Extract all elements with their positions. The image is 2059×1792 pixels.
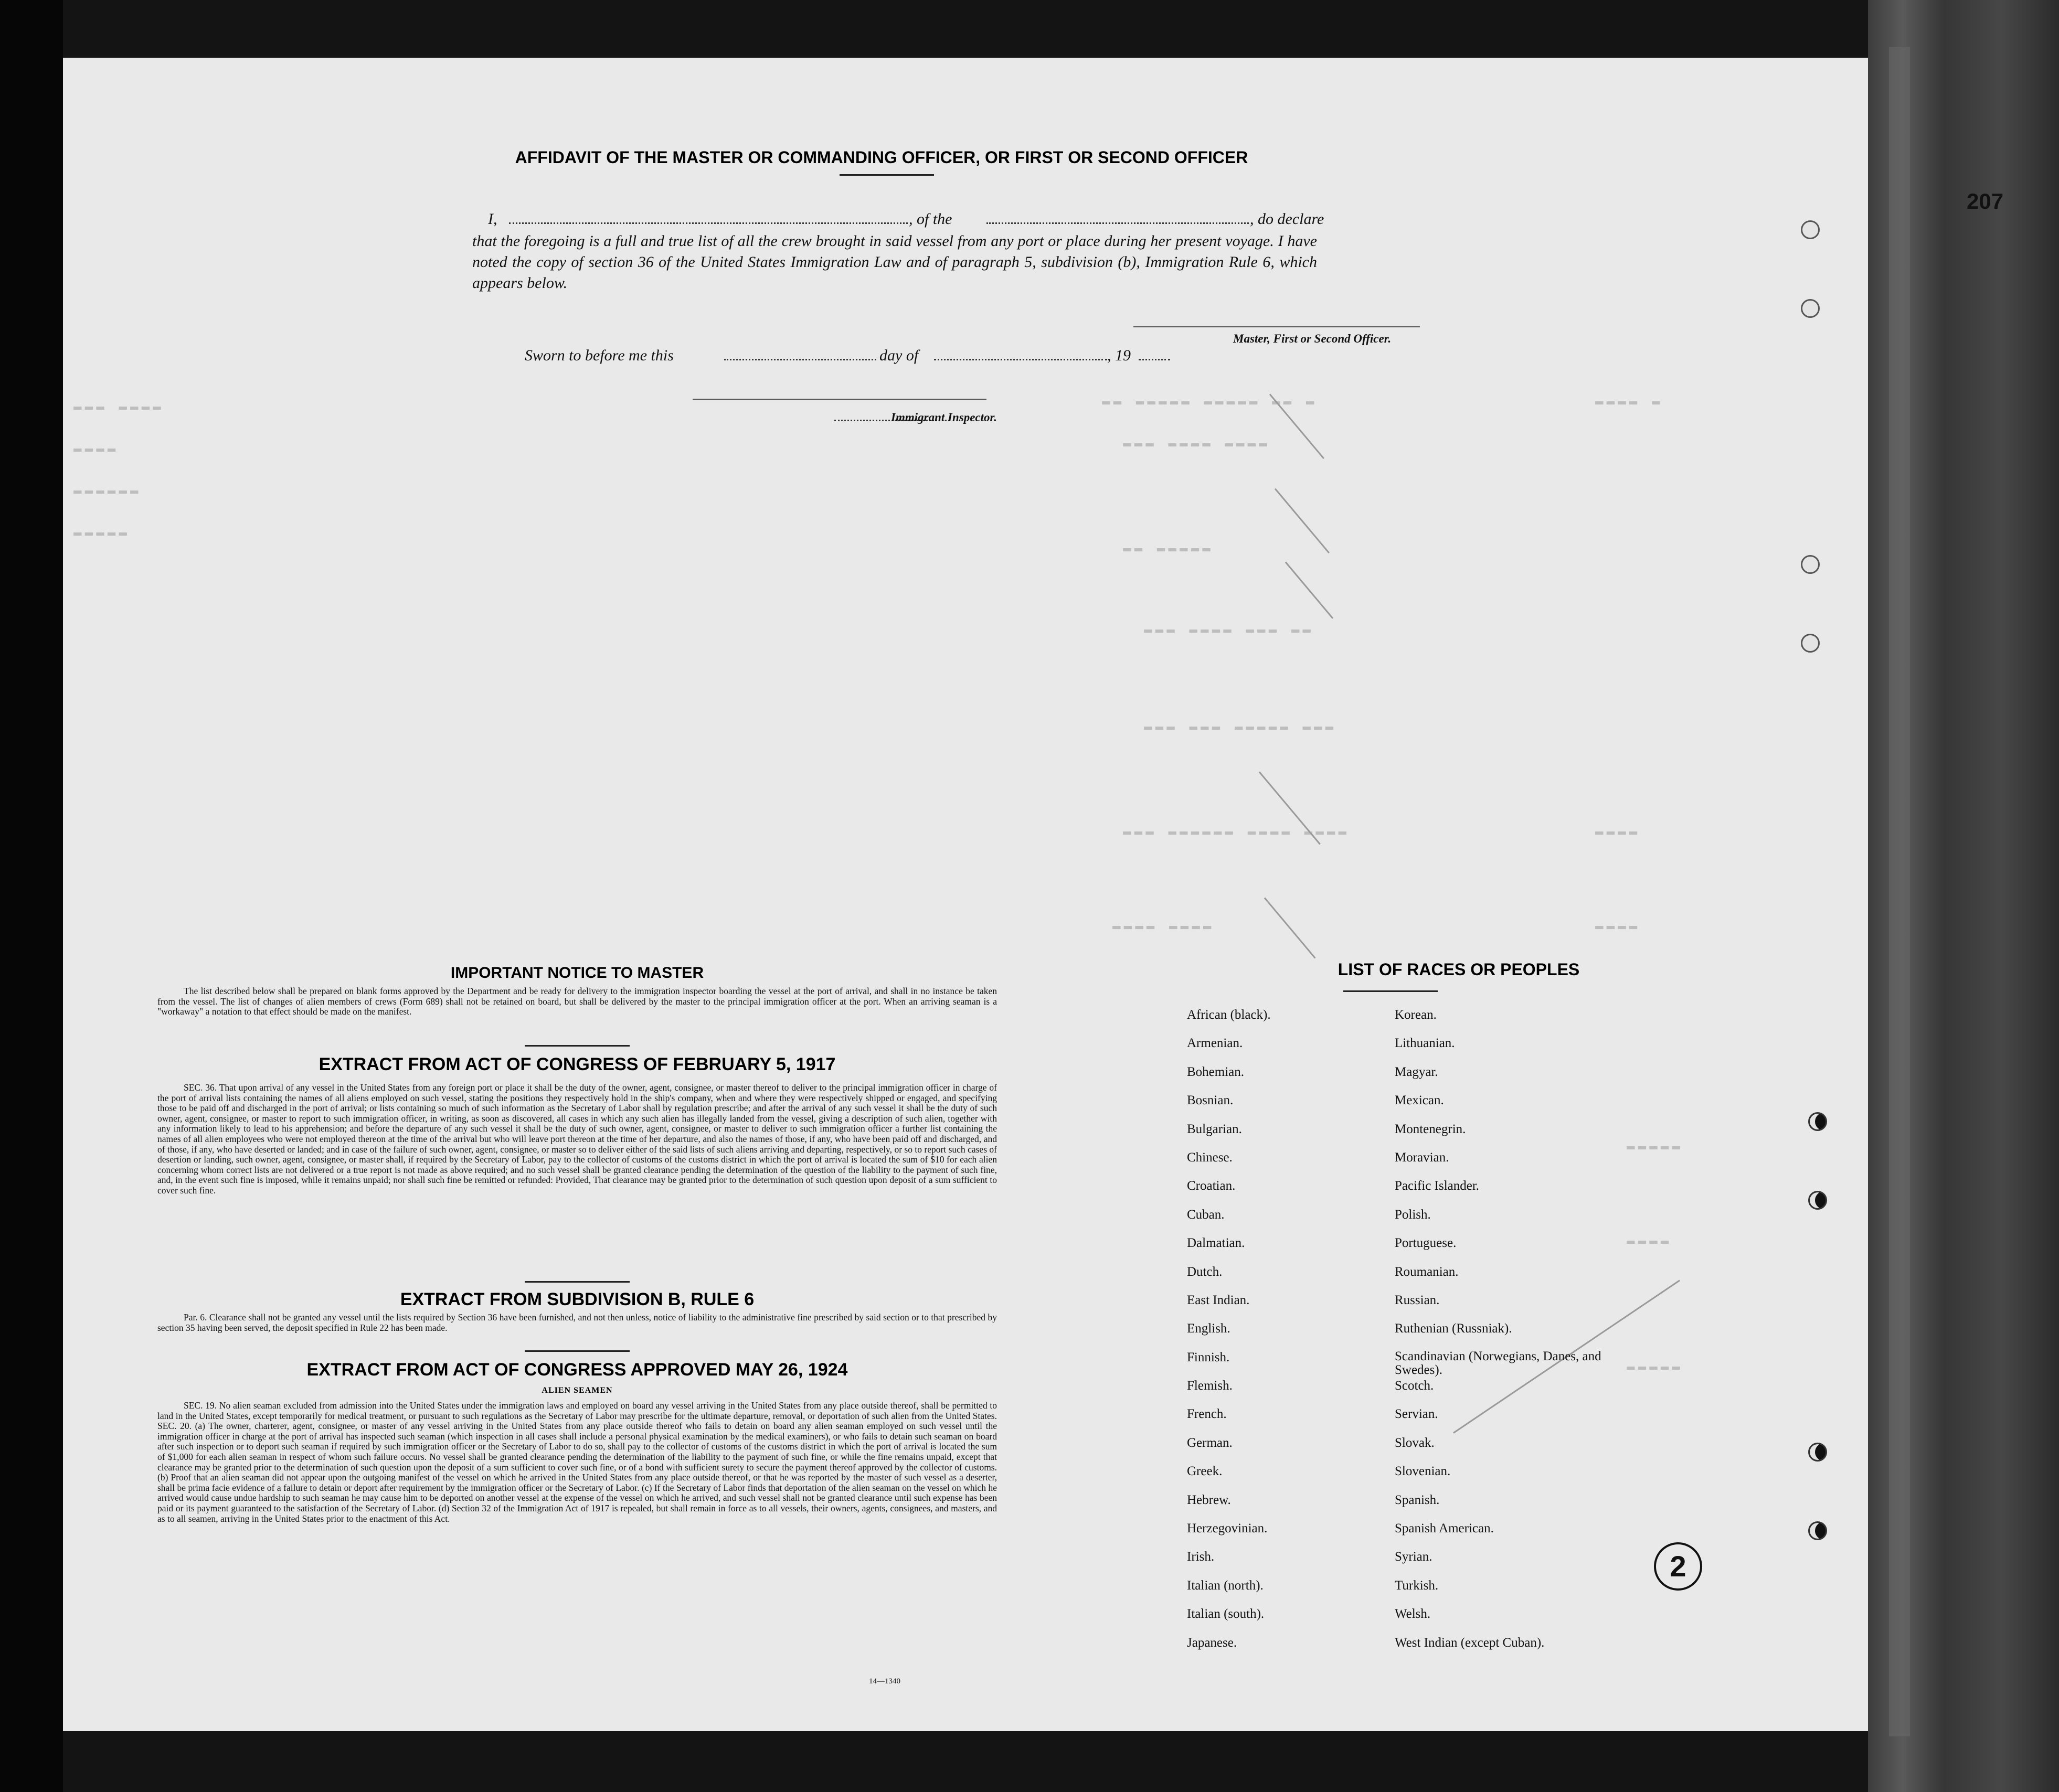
race-item: West Indian (except Cuban). [1395,1635,1545,1650]
race-item: Spanish. [1395,1492,1440,1507]
affidavit-of-the: , of the [909,210,952,228]
race-item: Welsh. [1395,1607,1431,1622]
heading-rule [840,174,934,176]
sworn-month-field[interactable] [934,359,1107,360]
punch-hole-icon [1808,1191,1827,1210]
race-item: German. [1187,1435,1233,1450]
race-item: Dutch. [1187,1264,1223,1279]
punch-hole-icon [1801,555,1820,574]
race-item: Portuguese. [1395,1236,1457,1251]
race-item: Roumanian. [1395,1264,1459,1279]
punch-hole-icon [1808,1112,1827,1131]
sworn-date-day-field[interactable] [724,359,876,360]
race-item: Slovak. [1395,1435,1435,1450]
section-rule [525,1281,630,1283]
races-heading-rule [1343,990,1438,992]
section-rule [525,1045,630,1047]
extract-rule6-text: Par. 6. Clearance shall not be granted any vessel until the lists required by Section 36 have been furnished, and not then unless, notice of liability to the administrative fine prescribed by said section or to that prescribed by section 35 having been served, the deposit specified in Rule 22 has been made. [157,1312,997,1333]
declarant-name-field[interactable] [509,222,908,224]
race-item: English. [1187,1321,1230,1336]
extract-1924-heading: EXTRACT FROM ACT OF CONGRESS APPROVED MAY 26, 1924 [306,1360,848,1380]
affidavit-heading: AFFIDAVIT OF THE MASTER OR COMMANDING OFFICER, OR FIRST OR SECOND OFFICER [515,148,1248,167]
race-item: Russian. [1395,1293,1440,1307]
race-item: Bohemian. [1187,1064,1245,1079]
race-item: Korean. [1395,1008,1437,1022]
race-item: Ruthenian (Russniak). [1395,1321,1512,1336]
race-item: Hebrew. [1187,1492,1231,1507]
race-item: Chinese. [1187,1150,1233,1165]
race-item: Finnish. [1187,1350,1230,1364]
punch-hole-icon [1808,1443,1827,1462]
sworn-year: , 19 [1107,347,1131,364]
race-item: Syrian. [1395,1550,1432,1564]
race-item: Spanish American. [1395,1521,1494,1536]
race-item: Cuban. [1187,1207,1225,1222]
extract-1917-text: SEC. 36. That upon arrival of any vessel in the United States from any foreign port or place it shall be the duty of the owner, agent, consignee, or master thereof to deliver to the principal immigration officer in charge of the port of arrival lists containing the names of all aliens employed on such vessel, stating the positions they respectively hold in the ship's company, when and where they were respectively shipped or engaged, and specifying those to be paid off and discharged in the port of arrival; or lists containing so much of such information as the Secretary of Labor shall by regulation prescribe; and after the arrival of any such vessel it shall be the duty of such owner, agent, consignee, or master to report to such immigration officer, in writing, as soon as discovered, all cases in which any such alien has illegally landed from the vessel, giving a description of such alien, together with any information likely to lead to his apprehension; and before the departure of any such vessel it shall be the duty of such owner, agent, consignee, or master to deliver to such immigration officer a further list containing the names of all alien employees who were not employed thereon at the time of the arrival but who will leave port thereon at the time of her departure, and also the names of those, if any, who have been paid off and discharged, and of those, if any, who have deserted or landed; and in case of the failure of such owner, agent, consignee, or master so to deliver either of the said lists of such aliens arriving and departing, respectively, or so to report such cases of desertion or landing, such owner, agent, consignee, or master shall, if required by the Secretary of Labor, pay to the collector of customs of the customs district in which the port of arrival is located the sum of $10 for each alien concerning whom correct lists are not delivered or a true report is not made as above required; and no such vessel shall be granted clearance pending the determination of the question of the liability to the payment of such fine, and, in the event such fine is imposed, while it remains unpaid; nor shall such fine be remitted or refunded: Provided, That clearance may be granted prior to the determination of such question upon deposit of a sum sufficient to cover such fine. [157,1082,997,1196]
notice-text: The list described below shall be prepared on blank forms approved by the Department and be ready for delivery to the immigration inspector boarding the vessel at the port of arrival, and shall in no instance be taken from the vessel. The list of changes of alien members of crews (Form 689) shall not be retained on board, but shall be delivered by the master to the principal immigration officer at the port. When an arriving seaman is a "workaway" a notation to that effect should be made on the manifest. [157,986,997,1017]
race-item: Polish. [1395,1207,1431,1222]
extract-1924-text: SEC. 19. No alien seaman excluded from admission into the United States under the immigration laws and employed on board any vessel arriving in the United States from any place outside thereof, shall be permitted to land in the United States, except temporarily for medical treatment, or pursuant to such regulations as the Secretary of Labor may prescribe for the ultimate departure, removal, or deportation of such alien from the United States. SEC. 20. (a) The owner, charterer, agent, consignee, or master of any vessel arriving in the United States from any place outside thereof who fails to detain on board any alien seaman employed on such vessel until the immigration officer in charge at the port of arrival has inspected such seaman (which inspection in all cases shall include a personal physical examination by the medical examiners), or who fails to detain such seaman on board after such inspection or to deport such seaman if required by such immigration officer or the Secretary of Labor to do so, shall pay to the collector of customs of the customs district in which the port of arrival is located the sum of $1,000 for each alien seaman in respect of whom such failure occurs. No vessel shall be granted clearance pending the determination of the liability to the payment of such fine, or while the fine remains unpaid, except that clearance may be granted prior to the determination of such question upon the deposit of a sum sufficient to cover such fine, or of a bond with sufficient surety to secure the payment thereof approved by the collector of customs. (b) Proof that an alien seaman did not appear upon the outgoing manifest of the vessel on which he arrived in the United States from any place outside thereof, or that he was reported by the master of such vessel as a deserter, shall be prima facie evidence of a failure to detain or deport after requirement by the immigration officer or the Secretary of Labor. (c) If the Secretary of Labor finds that deportation of the alien seaman on the vessel on which he arrived would cause undue hardship to such seaman he may cause him to be deported on another vessel at the expense of the vessel on which he arrived, and such vessel shall not be granted clearance until such expense has been paid or its payment guaranteed to the satisfaction of the Secretary of Labor. (d) Section 32 of the Immigration Act of 1917 is repealed, but shall remain in force as to all vessels, their owners, agents, consignees, and masters, and as to all seamen, arriving in the United States prior to the enactment of this Act. [157,1400,997,1524]
races-right-column [1395,1007,1615,1663]
race-item: Scotch. [1395,1379,1434,1393]
race-item: Greek. [1187,1464,1223,1479]
race-item: Bulgarian. [1187,1122,1242,1136]
race-item: Italian (north). [1187,1578,1264,1593]
race-item: East Indian. [1187,1293,1250,1307]
extract-rule6-heading: EXTRACT FROM SUBDIVISION B, RULE 6 [400,1289,755,1309]
scan-background-left [0,0,63,1792]
handwritten-circled-number: 2 [1654,1542,1702,1591]
race-item: Herzegovinian. [1187,1521,1268,1536]
race-item: Dalmatian. [1187,1236,1245,1251]
page-edge-highlight [1889,47,1910,1736]
race-item: Lithuanian. [1395,1036,1455,1051]
affidavit-do-declare: , do declare [1250,210,1324,228]
inspector-signature-line[interactable] [693,399,986,400]
sworn-prefix: Sworn to before me this [525,347,674,364]
race-item: Flemish. [1187,1379,1233,1393]
extract-1924-subheading: ALIEN SEAMEN [542,1386,613,1395]
page-corner-number: 207 [1967,189,2004,214]
signature-line[interactable] [1133,326,1420,327]
punch-hole-icon [1801,299,1820,318]
race-item: Pacific Islander. [1395,1179,1480,1193]
sworn-year-field[interactable] [1139,359,1170,360]
section-rule [525,1350,630,1352]
race-item: Magyar. [1395,1064,1438,1079]
race-item: African (black). [1187,1008,1271,1022]
race-item: Irish. [1187,1550,1215,1564]
race-item: Bosnian. [1187,1093,1234,1108]
race-item: Armenian. [1187,1036,1243,1051]
race-item: Montenegrin. [1395,1122,1466,1136]
signature-caption: Master, First or Second Officer. [1233,332,1392,345]
extract-1917-heading: EXTRACT FROM ACT OF CONGRESS OF FEBRUARY 5, 1917 [319,1054,836,1074]
affidavit-body: that the foregoing is a full and true list of all the crew brought in said vessel from any port or place during her present voyage. I have noted the copy of section 36 of the United States Immigration Law and of paragraph 5, subdivision (b), Immigration Rule 6, which appears below. [472,232,1317,292]
race-item: French. [1187,1407,1227,1422]
race-item: Slovenian. [1395,1464,1451,1479]
race-item: Servian. [1395,1407,1438,1422]
manifest-page: ▬▬▬ ▬▬▬▬ ▬▬▬▬ ▬▬▬▬▬▬ ▬▬▬▬▬ ▬▬ ▬▬▬▬▬ ▬▬▬▬▬ ▬▬ ▬ ▬▬▬ ▬▬▬▬ ▬▬▬▬ ▬▬ ▬▬▬▬▬ ▬▬▬ ▬▬▬▬ ▬▬▬ ▬▬ ▬▬▬ ▬▬▬ ▬▬▬▬▬ ▬▬▬ ▬▬▬ ▬▬▬▬▬▬ ▬▬▬▬ ▬▬▬▬ ▬▬▬▬ ▬▬▬▬ ▬▬▬▬ ▬ ▬▬▬▬ ▬▬▬▬ ▬▬▬▬▬ ▬▬▬▬ ▬▬▬▬▬ AFFIDAVIT OF THE MASTER OR COMMANDING OFFICER, OR FIRST OR SECOND OFFICER I, , of the , do declare that the foregoing is a full and true list of all the crew brought in said vessel from any port or place during her present voyage. I have noted the copy of section 36 of the United States Immigration Law and of paragraph 5, subdivision (b), Immigration Rule 6, which appears below. Master, First or Second Officer. Sworn to before me this day of , 19 Immigrant Inspector. IMPORTANT NOTICE TO MASTER The list described below shall be prepared on blank forms approved by the Department and be ready for delivery to the immigration inspector boarding the vessel at the port of arrival, and shall in no instance be taken from the vessel. The list of changes of alien members of crews (Form 689) shall not be retained on board, but shall be delivered by the master to the principal immigration officer at the port. When an arriving seaman is a "workaway" a notation to that effect should be made on the manifest. EXTRACT FROM ACT OF CONGRESS OF FEBRUARY 5, 1917 SEC. 36. That upon arrival of any vessel in the United States from any foreign port or place it shall be the duty of the owner, agent, consignee, or master thereof to deliver to the principal immigration officer in charge of the port of arrival lists containing the names of all aliens employed on such vessel, stating the positions they respectively hold in the ship's company, when and where they were respectively shipped or engaged, and specifying those to be paid off and discharged in the port of arrival; or lists containing so much of such information as the Secretary of Labor shall by regulation prescribe; and after the arrival of any such vessel it shall be the duty of such owner, agent, consignee, or master to report to such immigration officer, in writing, as soon as discovered, all cases in which any such alien has illegally landed from the vessel, giving a description of such alien, together with any information likely to lead to his apprehension; and before the departure of any such vessel it shall be the duty of such owner, agent, consignee, or master to deliver to such immigration officer a further list containing the names of all alien employees who were not employed thereon at the time of the arrival but who will leave port thereon at the time of her departure, and also the names of those, if any, who have been paid off and discharged, and of those, if any, who have deserted or landed; and in case of the failure of such owner, agent, consignee, or master so to deliver either of the said lists of such aliens arriving and departing, respectively, or so to report such cases of desertion or landing, such owner, agent, consignee, or master shall, if required by the Secretary of Labor, pay to the collector of customs of the customs district in which the port of arrival is located the sum of $10 for each alien concerning whom correct lists are not delivered or a true report is not made as above required; and no such vessel shall be granted clearance pending the determination of the question of the liability to the payment of such fine, and, in the event such fine is imposed, while it remains unpaid; nor shall such fine be remitted or refunded: Provided, That clearance may be granted prior to the determination of such question upon deposit of a sum sufficient to cover such fine. EXTRACT FROM SUBDIVISION B, RULE 6 Par. 6. Clearance shall not be granted any vessel until the lists required by Section 36 have been furnished, and not then unless, notice of liability to the administrative fine prescribed by said section or to that prescribed by section 35 having been served, the deposit specified in Rule 22 has been made. EXTRACT FROM ACT OF CONGRESS APPROVED MAY 26, 1924 ALIEN SEAMEN SEC. 19. No alien seaman excluded from admission into the United States under the immigration laws and employed on board any vessel arriving in the United States from any place outside thereof, shall be permitted to land in the United States, except temporarily for medical treatment, or pursuant to such regulations as the Secretary of Labor may prescribe for the ultimate departure, removal, or deportation of such alien from the United States. SEC. 20. (a) The owner, charterer, agent, consignee, or master of any vessel arriving in the United States from any place outside thereof who fails to detain on board any alien seaman employed on such vessel until the immigration officer in charge at the port of arrival has inspected such seaman (which inspection in all cases shall include a personal physical examination by the medical examiners), or who fails to detain such seaman on board after such inspection or to deport such seaman if required by such immigration officer or the Secretary of Labor to do so, shall pay to the collector of customs of the customs district in which the port of arrival is located the sum of $1,000 for each alien seaman in respect of whom such failure occurs. No vessel shall be granted clearance pending the determination of the liability to the payment of such fine, or while the fine remains unpaid, except that clearance may be granted prior to the determination of such question upon the deposit of a sum sufficient to cover such fine, or of a bond with sufficient surety to secure the payment thereof approved by the collector of customs. (b) Proof that an alien seaman did not appear upon the outgoing manifest of the vessel on which he arrived in the United States from any place outside thereof, or that he was reported by the master of such vessel as a deserter, shall be prima facie evidence of a failure to detain or deport after requirement by the immigration officer or the Secretary of Labor. (c) If the Secretary of Labor finds that deportation of the alien seaman on the vessel on which he arrived would cause undue hardship to such seaman he may cause him to be deported on another vessel at the expense of the vessel on which he arrived, and such vessel shall not be granted clearance until such expense has been paid or its payment guaranteed to the satisfaction of the Secretary of Labor. (d) Section 32 of the Immigration Act of 1917 is repealed, but shall remain in force as to all vessels, their owners, agents, consignees, and masters, and as to all seamen, arriving in the United States prior to the enactment of this Act. 14—1340 LIST OF RACES OR PEOPLES African (black). Armenian. Bohemian. Bosnian. Bulgarian. Chinese. Croatian. Cuban. Dalmatian. Dutch. East Indian. English. Finnish. Flemish. French. German. Greek. Hebrew. Herzegovinian. Irish. Italian (north). Italian (south). Japanese. Korean. Lithuanian. Magyar. Mexican. Montenegrin. Moravian. Pacific Islander. Polish. Portuguese. Roumanian. Russian. Ruthenian (Russniak). Scandinavian (Norwegians, Danes, and Swedes). Scotch. Servian. Slovak. Slovenian. Spanish. Spanish American. Syrian. Turkish. Welsh. West Indian (except Cuban). 2 [63,58,1868,1731]
race-item: Italian (south). [1187,1607,1265,1622]
punch-hole-icon [1808,1521,1827,1540]
inspector-caption: Immigrant Inspector. [891,411,997,424]
notice-heading: IMPORTANT NOTICE TO MASTER [450,964,704,982]
races-heading: LIST OF RACES OR PEOPLES [1338,960,1580,979]
race-item: Moravian. [1395,1150,1449,1165]
race-item: Mexican. [1395,1093,1444,1108]
vessel-name-field[interactable] [986,222,1249,224]
punch-hole-icon [1801,634,1820,653]
races-left-column [1187,1007,1376,1663]
punch-hole-icon [1801,220,1820,239]
form-number: 14—1340 [869,1677,900,1686]
sworn-day-of: day of [879,347,919,364]
affidavit-line-i: I, [488,210,497,228]
race-item: Scandinavian (Norwegians, Danes, and Swedes). [1395,1349,1601,1377]
race-item: Turkish. [1395,1578,1439,1593]
race-item: Japanese. [1187,1635,1237,1650]
race-item: Croatian. [1187,1179,1236,1193]
